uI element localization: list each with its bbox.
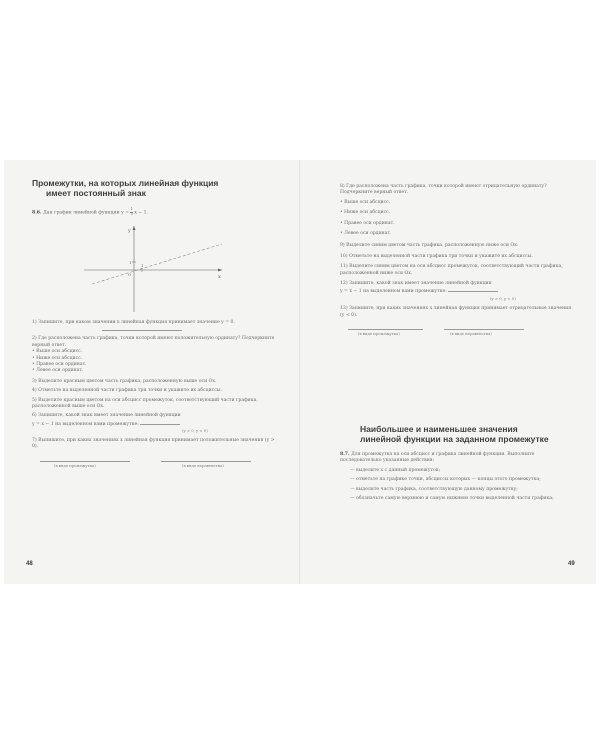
y-axis-label: y: [128, 228, 131, 234]
right-heading-line2: линейной функции на заданном промежутке: [360, 434, 549, 444]
left-heading: [32, 178, 282, 198]
task-number: 8.6.: [32, 210, 42, 216]
q2-option-right-y[interactable]: • Правее оси ординат.: [32, 362, 87, 368]
question-6: 6) Запишите, какой знак имеет значение линейной функции: [32, 413, 181, 419]
q8-option-below-x[interactable]: • Ниже оси абсцисс.: [340, 210, 391, 216]
fraction-numerator: 1: [130, 207, 133, 211]
task-8-6: [32, 208, 282, 217]
answer-line-1[interactable]: [102, 326, 182, 331]
q8-option-above-x[interactable]: • Выше оси абсцисс.: [340, 199, 391, 205]
question-2: 2) Где расположена часть графика, точки которой имеют положительную ординату? Подчеркните верный ответ.: [32, 336, 275, 348]
q2-option-above-x[interactable]: • Выше оси абсцисс.: [32, 349, 83, 355]
question-3: 3) Выделите красным цветом часть графика, расположенную выше оси Ox.: [32, 378, 217, 384]
answer-line-13b[interactable]: [444, 325, 524, 330]
question-6-equation: [32, 420, 276, 428]
step-1: — выделите x с данный промежуток;: [350, 467, 441, 473]
question-7: 7) Выпишите, при каких значениях x линейная функция принимает положительные значения (y > 0).: [32, 437, 275, 450]
q2-option-below-x[interactable]: • Ниже оси абсцисс.: [32, 355, 83, 361]
y-unit-label: 1: [129, 260, 132, 265]
function-line: [92, 244, 222, 284]
task-8-7-text: Для промежутка на оси абсцисс и графика линейной функции. Выполните последовательно указанные действия:: [340, 452, 535, 464]
step-2: — отметьте на графике точки, абсциссы которых — концы этого промежутка;: [350, 477, 541, 483]
caption-inequality: (в виде неравенства): [182, 462, 224, 468]
step-4: — обозначьте самую верхнюю и самую нижнюю точки выделенной части графика;: [350, 496, 554, 502]
q2-option-left-y[interactable]: • Левее оси ординат.: [32, 368, 84, 374]
page-number-right: 49: [568, 561, 575, 567]
origin-label: O: [128, 272, 132, 277]
left-heading-line2: имеет постоянный знак: [46, 188, 146, 198]
q6-hint: (y > 0, y < 0): [182, 428, 208, 434]
question-5: 5) Выделите красным цветом на оси абсцисс промежуток, соответствующий части графика, расположенной выше оси Ox.: [32, 397, 258, 410]
left-questions: [32, 320, 276, 469]
q8-option-right-y[interactable]: • Правее оси ординат.: [340, 220, 395, 226]
caption-inequality-right: (в виде неравенства): [450, 331, 492, 337]
answer-line-12[interactable]: [448, 287, 498, 292]
question-1: 1) Запишите, при каком значении x линейная функция принимает значение y = 0.: [32, 320, 235, 325]
right-questions: [340, 184, 576, 337]
task-8-7: [340, 452, 576, 502]
answer-line-7b[interactable]: [161, 457, 251, 462]
fraction: [130, 208, 132, 216]
right-heading: [360, 424, 580, 444]
x-axis-label: x: [218, 274, 221, 280]
book-spread: [4, 160, 596, 584]
question-12-equation: [340, 287, 576, 295]
answer-line-13a[interactable]: [348, 325, 423, 330]
question-4: 4) Отметьте на выделенной части графика три точки и укажите их абсциссы.: [32, 388, 222, 394]
page-number-left: 48: [26, 561, 33, 567]
left-page: [4, 160, 300, 584]
q8-option-left-y[interactable]: • Левее оси ординат.: [340, 231, 392, 237]
task-number-8-7: 8.7.: [340, 452, 350, 457]
answer-line-7a[interactable]: [40, 457, 130, 462]
right-heading-line1: Наибольшее и наименьшее значения: [360, 424, 518, 434]
right-page: [300, 160, 596, 584]
step-3: — выделите часть графика, соответствующую данному промежутку;: [350, 486, 518, 492]
question-13: 13) Запишите, при каких значениях x линейная функция принимает отрицательные значения (y < 0).: [340, 306, 572, 318]
q12-equation-tail: x − 1 на выделенном вами промежутке:: [349, 289, 447, 295]
question-8: 8) Где расположена часть графика, точки которой имеют отрицательную ординату? Подчеркните верный ответ.: [340, 184, 547, 196]
answer-line-6[interactable]: [140, 420, 180, 425]
question-12: 12) Запишите, какой знак имеет значение линейной функции: [340, 281, 492, 287]
question-9: 9) Выделите синим цветом часть графика, расположенную ниже оси Ox.: [340, 243, 519, 249]
q6-equation-start: y =: [32, 421, 42, 427]
x-unit-label: 1: [141, 263, 144, 268]
fraction-denominator: 3: [130, 211, 133, 216]
question-11: 11) Выделите синим цветом на оси абсцисс промежуток, соответствующий части графика, расположенной ниже оси Ox.: [340, 264, 563, 276]
question-10: 10) Отметьте на выделенной части графика три точки и укажите их абсциссы.: [340, 253, 533, 259]
caption-interval-right: (в виде промежутка): [358, 331, 400, 337]
y-axis-arrow: [133, 226, 136, 230]
q12-equation-start: y =: [340, 289, 350, 295]
task-tail: x − 1.: [134, 210, 148, 216]
x-axis-arrow: [218, 269, 222, 272]
q6-equation-tail: x − 1 на выделенном вами промежутке:: [41, 421, 139, 427]
function-graph: [84, 224, 224, 314]
task-text: Дан график линейной функции y =: [43, 210, 131, 216]
caption-interval: (в виде промежутка): [54, 462, 96, 468]
left-heading-line1: Промежутки, на которых линейная функция: [32, 178, 219, 188]
q12-hint: (y > 0, y < 0): [490, 295, 516, 301]
